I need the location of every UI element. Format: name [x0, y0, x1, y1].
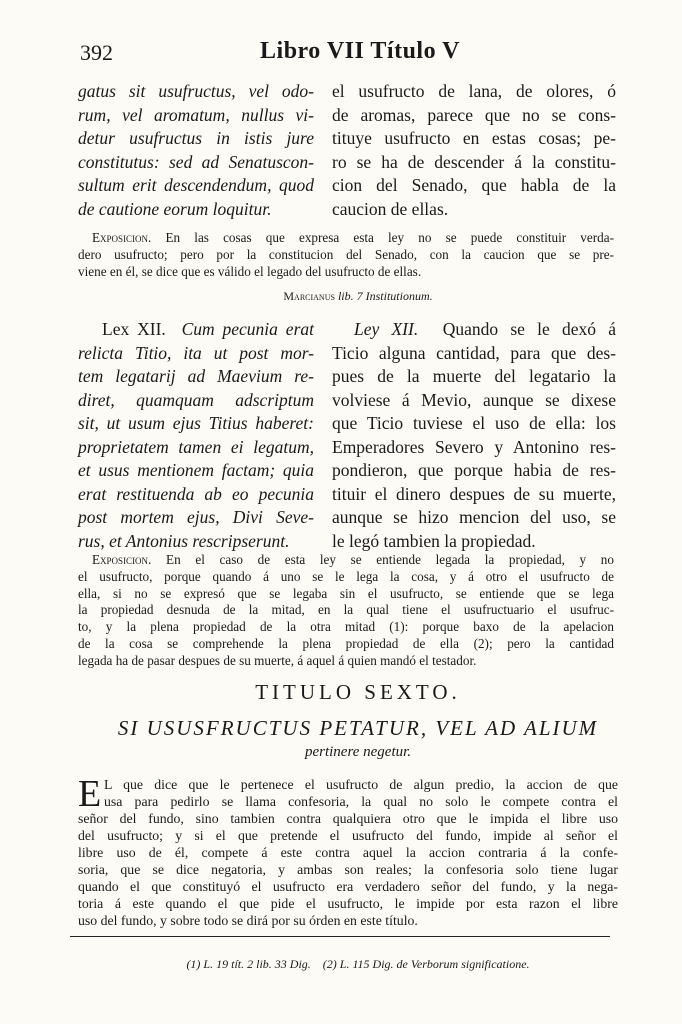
text-line: detur usufructus in istis jure: [78, 128, 314, 148]
law-xi-exposition: [78, 230, 614, 280]
exposition-label: Exposicion.: [92, 552, 152, 567]
text-line: gatus sit usufructus, vel odo-: [78, 81, 314, 101]
text-line: toria á este quando el que pide el usufructo, le impide por esta razon el libre: [78, 896, 618, 911]
text-line: cion del Senado, que habla de la: [332, 175, 616, 195]
drop-cap: E: [78, 773, 102, 815]
text-line: volviese á Mevio, aunque se dixese: [332, 389, 616, 410]
source-citation: [78, 289, 638, 304]
text-line: erat restituenda ab eo pecunia: [78, 483, 314, 504]
section-body: [78, 773, 618, 929]
text-line: de cautione eorum loquitur.: [78, 198, 272, 219]
text-line: el usufructo, porque quando á uno se le lega la cosa, y á otro el usufructo de: [78, 568, 614, 584]
footnotes: [78, 957, 638, 972]
text-line: to, y la plena propiedad de la otra mitad (1): porque baxo de la apelacion: [78, 619, 614, 635]
text-line: rum, vel aromatum, nullus vi-: [78, 104, 314, 125]
text-line: et usus mentionem factam; quia: [78, 460, 314, 480]
source-work: lib. 7 Institutionum.: [337, 289, 433, 303]
text-line: uso del fundo, y sobre todo se dirá por su órden en este título.: [78, 913, 418, 928]
exposition-label: Exposicion.: [92, 230, 152, 245]
text-line: viene en él, se dice que es válido el legado del usufructo de ellas.: [78, 263, 422, 279]
text-line: usa para pedirlo se llama confesoria, la qual no solo le compete contra el: [104, 794, 618, 809]
law-heading: Ley XII.: [354, 319, 419, 339]
source-author: Marcianus: [283, 289, 335, 303]
text-line: que Ticio tuviese el uso de ella: los: [332, 413, 616, 433]
text-line: señor del fundo, sino tambien contra qualquiera otro que le impida el libre uso: [78, 811, 618, 826]
text-line: Lex XII. Cum pecunia erat: [102, 319, 314, 339]
text-line: de la cosa se comprehende la plena propiedad de ella (2); pero la cantidad: [78, 635, 614, 651]
text-line: de aromas, parece que no se cons-: [332, 104, 616, 125]
footnote-2: (2) L. 115 Dig. de Verborum significatione.: [322, 957, 530, 971]
text-line: soria, que se dice negatoria, y ambas son reales; la confesoria solo tiene lugar: [78, 862, 618, 877]
text-line: constitutus: sed ad Senatuscon-: [78, 151, 314, 172]
law-xii-spanish-column: [332, 318, 616, 553]
text-line: Ley XII. Quando se le dexó á: [354, 319, 616, 339]
text-line: ro se ha de descender á la constitu-: [332, 151, 616, 172]
text-line: del usufructo; y si el que pretende el usufructo del fundo, impide al señor el: [78, 828, 618, 843]
text-line: diret, quamquam adscriptum: [78, 389, 314, 410]
law-xi-spanish-column: [332, 80, 616, 221]
text-line: legada ha de pasar despues de su muerte, á aquel á quien mandó el testador.: [78, 652, 477, 668]
section-rubric: SI USUSFRUCTUS PETATUR, VEL AD ALIUM: [117, 716, 599, 740]
text-line: post mortem ejus, Divi Seve-: [78, 507, 314, 527]
text-line: aunque se hizo mencion del uso, se: [332, 507, 616, 527]
text-line: la propiedad desnuda de la mitad, en la qual tiene el usufructuario el usufruc-: [78, 602, 614, 618]
text-line: le legó tambien la propiedad.: [332, 530, 536, 551]
text-line: L que dice que le pertenece el usufructo de algun predio, la accion de que: [104, 777, 618, 792]
text-line: tem legatarij ad Maevium re-: [78, 366, 314, 386]
text-line: Exposicion. En el caso de esta ley se entiende legada la propiedad, y no: [92, 552, 614, 567]
text-line: Emperadores Severo y Antonino res-: [332, 436, 616, 457]
text-line: rus, et Antonius rescripserunt.: [78, 530, 290, 551]
law-xii-latin-column: [78, 318, 314, 553]
law-xi-latin-column: [78, 80, 314, 221]
text-line: sit, ut usum ejus Titius haberet:: [78, 413, 314, 433]
text-line: proprietatem tamen ei legatum,: [78, 436, 314, 457]
text-line: Ticio alguna cantidad, para que des-: [332, 342, 616, 363]
text-line: dero usufructo; pero por la constitucion del Senado, con la caucion que se pre-: [78, 246, 614, 262]
text-line: libre uso de él, compete á este contra aquel la accion contraria á la confe-: [78, 845, 618, 860]
running-head: Libro VII Título V: [260, 38, 460, 64]
text-line: quando el que constituyó el usufructo era verdadero señor del fundo, y la nega-: [78, 879, 618, 894]
text-line: el usufructo de lana, de olores, ó: [332, 81, 616, 101]
law-xii-exposition: [78, 552, 614, 670]
text-line: caucion de ellas.: [332, 198, 449, 219]
footnote-divider: [70, 936, 610, 937]
text-line: pondieron, que porque habia de res-: [332, 460, 616, 480]
text-line: sultum erit descendendum, quod: [78, 175, 314, 195]
text-line: tituye usufructo en estas cosas; pe-: [332, 128, 616, 148]
text-line: tituir el dinero despues de su muerte,: [332, 483, 616, 504]
text-line: pues de la muerte del legatario la: [332, 366, 616, 386]
text-line: Exposicion. En las cosas que expresa esta ley no se puede constituir verda-: [92, 230, 614, 245]
text-line: relicta Titio, ita ut post mor-: [78, 342, 314, 363]
section-rubric-continued: pertinere negetur.: [304, 744, 412, 760]
page-header: [80, 38, 640, 72]
law-heading: Lex XII.: [102, 319, 166, 339]
footnote-1: (1) L. 19 tít. 2 lib. 33 Dig.: [186, 957, 311, 971]
page-number: 392: [80, 40, 113, 65]
section-heading: TITULO SEXTO.: [255, 680, 461, 704]
text-line: ella, si no se expresó que se legaba sin el usufructo, se entiende que se lega: [78, 585, 614, 601]
